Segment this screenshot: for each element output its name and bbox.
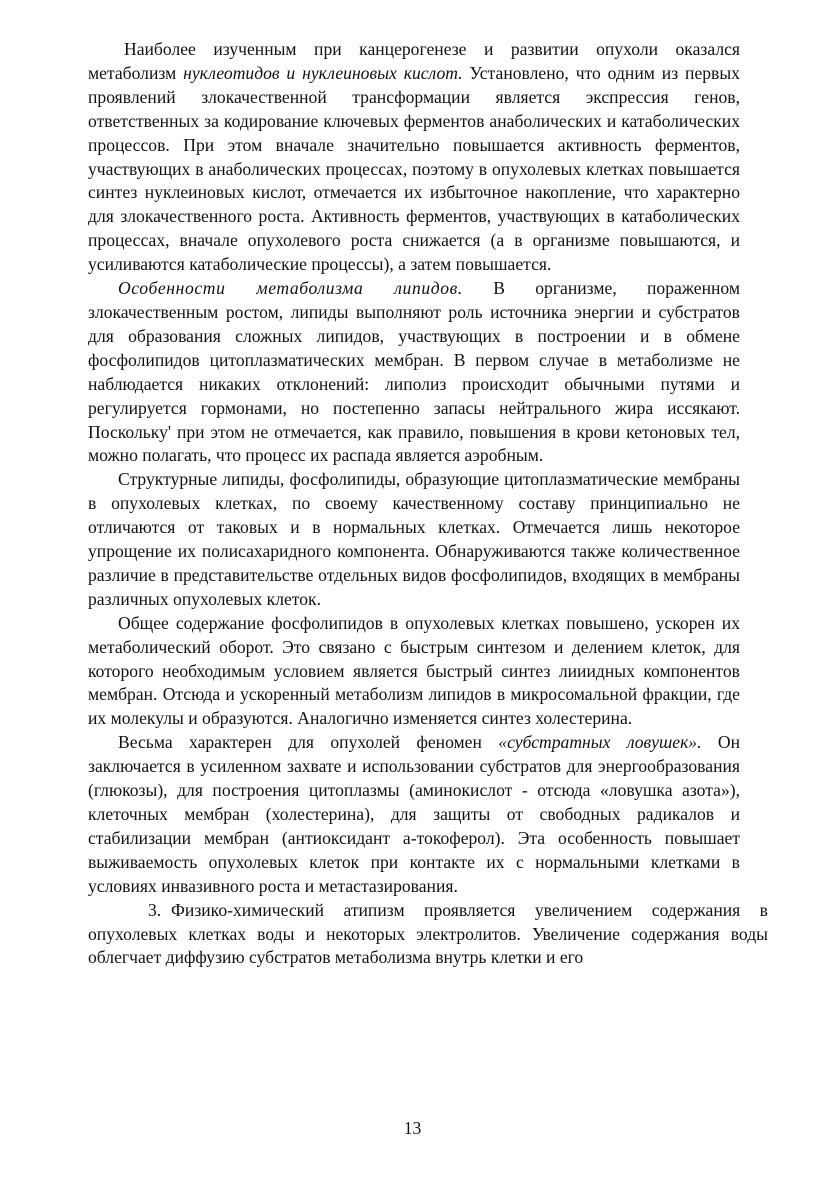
paragraph-lipid-metabolism — [88, 277, 740, 468]
paragraph-structural-lipids — [88, 468, 740, 611]
italic-term: «субстратных ловушек». — [498, 732, 702, 753]
text-run: Он заключается в усиленном захвате и использовании субстратов для энергообразования (глюкозы), для построения цитоплазмы (аминокислот - отсюда «ловушка азота»), клеточных мембран (холестерина), для защиты от свободных радикалов и стабилизации мембран (антиоксидант а-токоферол). Эта особенность повышает выживаемость опухолевых клеток при контакте их с нормальными клетками в условиях инвазивного роста и метастазирования. — [88, 732, 740, 896]
item-number: 3. — [148, 899, 162, 920]
italic-term: нуклеотидов и нуклеиновых кислот. — [183, 62, 463, 83]
text-run: Структурные липиды, фосфолипиды, образующие цитоплазматические мембраны в опухолевых клетках, по своему качественному составу принципиально не отличаются от таковых и в нормальных клетках. Отмечается лишь некоторое упрощение их полисахаридного компонента. Обнаруживаются также количественное различие в представительстве отдельных видов фосфолипидов, входящих в мембраны различных опухолевых клеток. — [88, 469, 740, 609]
text-run: проявляется увеличением содержания в опухолевых клетках воды и некоторых электролитов. Увеличение содержания воды облегчает диффузию субстратов метаболизма внутрь клетки и его — [88, 899, 768, 968]
text-run: Весьма характерен для опухолей феномен — [118, 732, 499, 753]
paragraph-nucleotides — [88, 38, 740, 277]
numbered-item-3 — [88, 899, 768, 971]
text-run: Наиболее изученным при канцерогенезе и развитии опухоли оказался метаболизм — [88, 39, 740, 83]
body-text — [88, 38, 768, 970]
italic-heading: Особенности метаболизма липидов. — [118, 278, 463, 299]
text-run: Установлено, что одним из первых проявлений злокачественной трансформации является экспрессия генов, ответственных за кодирование ключевых ферментов анаболических и катаболических процессов. При этом вначале значительно повышается активность ферментов, участвующих в анаболических процессах, поэтому в опухолевых клетках повышается синтез нуклеиновых кислот, отмечается их избыточное накопление, что характерно для злокачественного роста. Активность ферментов, участвующих в катаболических процессах, вначале опухолевого роста снижается (а в организме повышаются, и усиливаются катаболические процессы), а затем повышается. — [88, 62, 740, 275]
text-run: Общее содержание фосфолипидов в опухолевых клетках повышено, ускорен их метаболический оборот. Это связано с быстрым синтезом и делением клеток, для которого необходимым условием является быстрый синтез лииидных компонентов мембран. Отсюда и ускоренный метаболизм липидов в микросомальной фракции, где их молекулы и образуются. Аналогично изменяется синтез холестерина. — [88, 612, 740, 729]
paragraph-phospholipids — [88, 612, 740, 732]
italic-term: Физико-химический атипизм — [171, 899, 405, 920]
text-run: В организме, пораженном злокачественным ростом, липиды выполняют роль источника энергии и субстратов для образования сложных липидов, участвующих в построении и в обмене фосфолипидов цитоплазматических мембран. В первом случае в метаболизме не наблюдается никаких отклонений: липолиз происходит обычными путями и регулируется гормонами, но постепенно запасы нейтрального жира иссякают. Поскольку' при этом не отмечается, как правило, повышения в крови кетоновых тел, можно полагать, что процесс их распада является аэробным. — [88, 278, 740, 466]
paragraph-substrate-traps — [88, 731, 740, 898]
page-number: 13 — [403, 1118, 422, 1138]
